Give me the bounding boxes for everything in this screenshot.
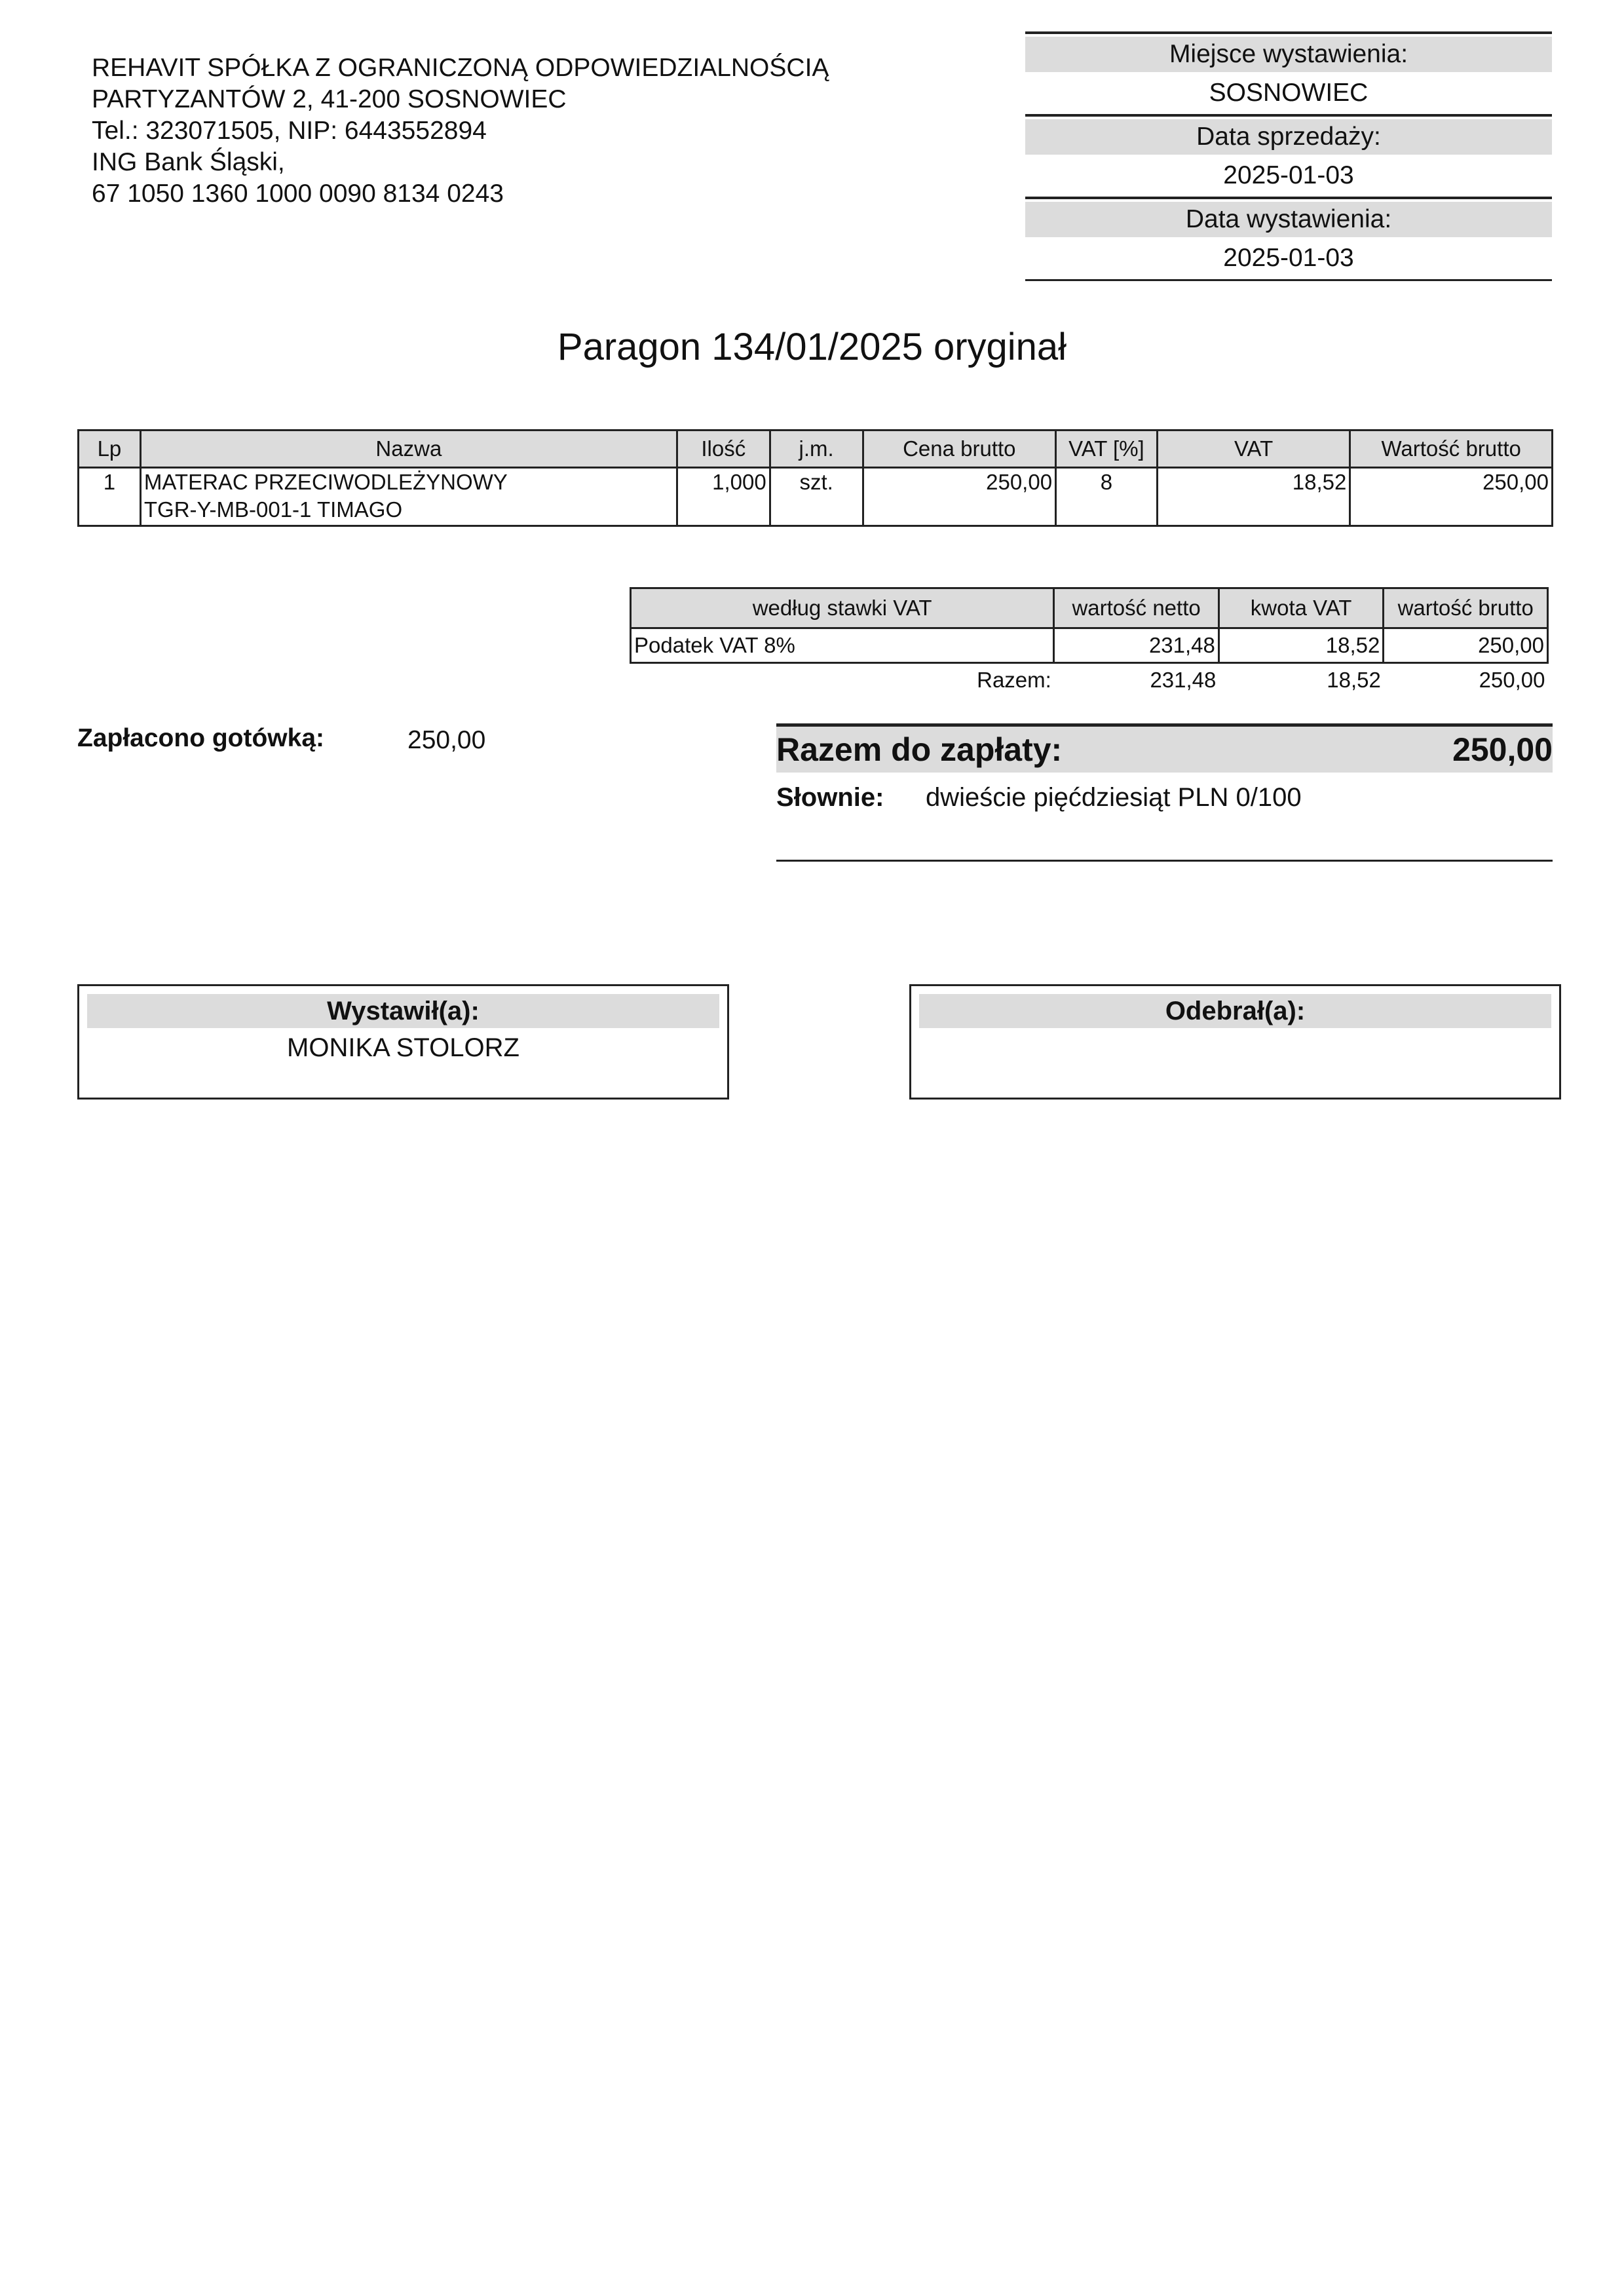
paid-cash-label: Zapłacono gotówką: — [77, 724, 325, 752]
vat-header-vat: kwota VAT — [1218, 588, 1383, 628]
issue-date-value: 2025-01-03 — [1223, 244, 1354, 272]
total-due-section — [776, 723, 1553, 862]
amount-in-words-label: Słownie: — [776, 783, 884, 812]
seller-account: 67 1050 1360 1000 0090 8134 0243 — [92, 180, 504, 208]
header-price-gross: Cena brutto — [863, 430, 1056, 468]
vat-header-gross: wartość brutto — [1384, 588, 1548, 628]
vat-total-label: Razem: — [977, 668, 1051, 692]
seller-info — [92, 52, 829, 210]
vat-row-gross: 250,00 — [1384, 628, 1548, 663]
vat-total-row — [631, 663, 1548, 697]
vat-total-gross: 250,00 — [1479, 668, 1545, 692]
place-label: Miejsce wystawienia: — [1025, 37, 1552, 72]
meta-divider — [1025, 279, 1552, 281]
amount-in-words — [776, 783, 1553, 813]
item-lp: 1 — [79, 468, 141, 526]
table-row — [79, 468, 1553, 526]
item-vat-rate: 8 — [1056, 468, 1158, 526]
vat-total-net: 231,48 — [1150, 668, 1217, 692]
seller-contact: Tel.: 323071505, NIP: 6443552894 — [92, 117, 487, 145]
vat-row-label: Podatek VAT 8% — [631, 628, 1054, 663]
item-unit: szt. — [770, 468, 863, 526]
seller-address: PARTYZANTÓW 2, 41-200 SOSNOWIEC — [92, 85, 567, 113]
document-meta — [1025, 31, 1552, 281]
item-name-line2: TGR-Y-MB-001-1 TIMAGO — [143, 497, 403, 522]
header-value-gross: Wartość brutto — [1350, 430, 1553, 468]
item-name — [140, 468, 677, 526]
vat-header-net: wartość netto — [1054, 588, 1219, 628]
total-due-value: 250,00 — [1452, 731, 1553, 768]
sale-date-label: Data sprzedaży: — [1025, 119, 1552, 155]
seller-bank: ING Bank Śląski, — [92, 148, 285, 176]
item-value-gross: 250,00 — [1350, 468, 1553, 526]
total-divider — [776, 860, 1553, 862]
place-value: SOSNOWIEC — [1209, 79, 1369, 107]
vat-row-vat: 18,52 — [1218, 628, 1383, 663]
received-by-box — [909, 984, 1561, 1100]
total-due-label: Razem do zapłaty: — [776, 731, 1063, 768]
sale-date-block — [1025, 114, 1552, 197]
header-qty: Ilość — [677, 430, 770, 468]
issue-date-block — [1025, 197, 1552, 279]
header-name: Nazwa — [140, 430, 677, 468]
issued-by-label: Wystawił(a): — [87, 994, 719, 1028]
item-price-gross: 250,00 — [863, 468, 1056, 526]
vat-header-row — [631, 588, 1548, 628]
item-qty: 1,000 — [677, 468, 770, 526]
vat-total-vat: 18,52 — [1327, 668, 1381, 692]
header-vat-rate: VAT [%] — [1056, 430, 1158, 468]
issued-by-value: MONIKA STOLORZ — [287, 1033, 519, 1062]
vat-header-rate: według stawki VAT — [631, 588, 1054, 628]
document-title: Paragon 134/01/2025 oryginał — [557, 326, 1067, 368]
received-by-label: Odebrał(a): — [919, 994, 1551, 1028]
sale-date-value: 2025-01-03 — [1223, 161, 1354, 189]
items-header-row — [79, 430, 1553, 468]
total-due-bar — [776, 723, 1553, 773]
paid-cash-value: 250,00 — [407, 726, 486, 754]
place-block — [1025, 31, 1552, 114]
header-vat: VAT — [1157, 430, 1350, 468]
header-unit: j.m. — [770, 430, 863, 468]
issued-by-box — [77, 984, 729, 1100]
item-name-line1: MATERAC PRZECIWODLEŻYNOWY — [143, 470, 508, 494]
vat-summary-table — [630, 587, 1549, 697]
vat-row-net: 231,48 — [1054, 628, 1219, 663]
amount-in-words-value: dwieście pięćdziesiąt PLN 0/100 — [926, 783, 1302, 812]
seller-name: REHAVIT SPÓŁKA Z OGRANICZONĄ ODPOWIEDZIALNOŚCIĄ — [92, 54, 829, 82]
header-lp: Lp — [79, 430, 141, 468]
items-table — [77, 429, 1553, 527]
table-row — [631, 628, 1548, 663]
issue-date-label: Data wystawienia: — [1025, 202, 1552, 237]
item-vat: 18,52 — [1157, 468, 1350, 526]
